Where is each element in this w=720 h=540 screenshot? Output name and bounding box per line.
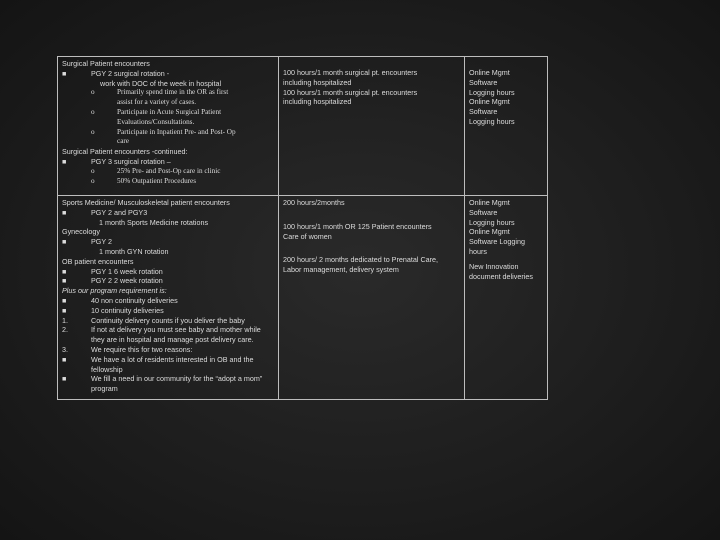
tracking-text: Logging hours [469,116,515,126]
item-number: 3. [62,344,68,354]
cell-heading: Surgical Patient encounters -continued: [62,147,188,157]
tracking-text: New Innovation [469,261,519,271]
tracking-text: Logging hours [469,87,515,97]
numbered-item: 1. Continuity delivery counts if you deliver the baby [62,315,245,325]
bullet-icon: ■ [62,374,67,384]
hours-text: 200 hours/ 2 months dedicated to Prenatal Care, [283,255,439,265]
table-row [58,57,548,196]
other-encounters-cell [58,196,279,400]
surgical-tracking-cell [465,57,548,196]
tracking-text: hours [469,246,487,256]
hours-text: Care of women [283,231,332,241]
list-item-continuation: 1 month GYN rotation [99,246,169,256]
bullet-icon: ■ [62,237,67,247]
tracking-text: Online Mgmt [469,68,510,77]
bullet-icon: ■ [62,156,67,166]
bullet-icon: ■ [62,207,67,217]
hours-text: including hospitalized [283,77,352,87]
list-item: ■ We fill a need in our community for the “adopt a mom” program [62,374,263,394]
surgical-encounters-cell [58,57,279,196]
sub-bullet-icon: o [91,107,95,116]
tracking-text: Online Mgmt [469,227,510,237]
tracking-text: Software [469,77,498,87]
hours-text: 100 hours/1 month surgical pt. encounters [283,87,418,97]
list-item: ■ We have a lot of residents interested in OB and the fellowship [62,354,254,374]
list-item: ■ PGY 2 [62,237,113,247]
list-item: ■ 10 continuity deliveries [62,305,164,315]
item-number: 2. [62,325,68,335]
list-item-continuation: 1 month Sports Medicine rotations [99,217,209,227]
sub-list-item: o Participate in Inpatient Pre- and Post- Op [91,127,236,136]
cell-heading: Sports Medicine/ Musculoskeletal patient encounters [62,198,230,207]
sub-list-item: o Primarily spend time in the OR as first [91,88,229,97]
cell-heading: Gynecology [62,227,100,237]
bullet-icon: ■ [62,305,67,315]
hours-text: Labor management, delivery system [283,265,399,275]
tracking-text: Online Mgmt [469,97,510,107]
bullet-icon: ■ [62,295,67,305]
list-item: ■ 40 non continuity deliveries [62,295,178,305]
list-item: ■ PGY 2 and PGY3 [62,207,148,217]
cell-heading: OB patient encounters [62,256,134,266]
cell-heading: Plus our program requirement is: [62,286,167,296]
bullet-icon: ■ [62,266,67,276]
table-row [58,196,548,400]
surgical-hours-cell [279,57,465,196]
requirements-table [57,56,548,400]
sub-list-item-continuation: Evaluations/Consultations. [117,117,195,126]
sub-list-item: o 25% Pre- and Post-Op care in clinic [91,166,221,175]
hours-text: 100 hours/1 month surgical pt. encounters [283,68,418,77]
list-item: ■ PGY 1 6 week rotation [62,266,163,276]
list-item: ■ PGY 2 2 week rotation [62,276,163,286]
sub-bullet-icon: o [91,166,95,175]
hours-text: 100 hours/1 month OR 125 Patient encounters [283,221,432,231]
other-tracking-cell [465,196,548,400]
item-number: 1. [62,315,68,325]
list-item: ■ PGY 3 surgical rotation – [62,156,171,166]
bullet-icon: ■ [62,68,67,78]
bullet-icon: ■ [62,276,67,286]
numbered-item: 3. We require this for two reasons: [62,344,193,354]
tracking-text: Online Mgmt [469,198,510,207]
other-hours-cell [279,196,465,400]
sub-bullet-icon: o [91,88,95,97]
tracking-text: Software Logging [469,237,525,247]
sub-bullet-icon: o [91,176,95,185]
tracking-text: document deliveries [469,271,533,281]
sub-list-item: o 50% Outpatient Procedures [91,176,197,185]
sub-list-item-continuation: care [117,137,129,146]
list-item-continuation: work with DOC of the week in hospital [100,78,222,88]
tracking-text: Logging hours [469,217,515,227]
hours-text: 200 hours/2months [283,198,345,207]
tracking-text: Software [469,107,498,117]
hours-text: including hospitalized [283,97,352,107]
cell-heading: Surgical Patient encounters [62,59,150,68]
sub-list-item: o Participate in Acute Surgical Patient [91,107,222,116]
sub-bullet-icon: o [91,127,95,136]
bullet-icon: ■ [62,354,67,364]
numbered-item: 2. If not at delivery you must see baby and mother while they are in hospital and manage post delivery care. [62,325,261,345]
list-item: ■ PGY 2 surgical rotation - [62,68,170,78]
tracking-text: Software [469,207,498,217]
sub-list-item-continuation: assist for a variety of cases. [117,98,197,107]
